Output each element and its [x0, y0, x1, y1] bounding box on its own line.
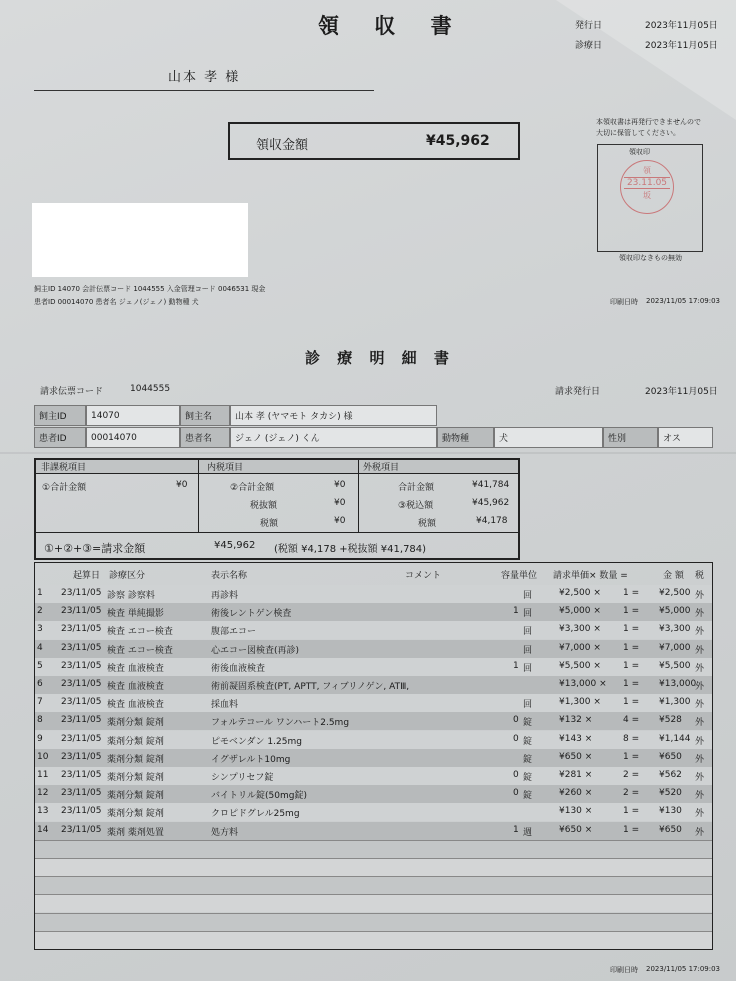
owner-id-value: 14070 — [86, 405, 180, 426]
table-cell-name: フォルテコール ワンハート2.5mg — [211, 718, 350, 729]
invoice-date-value: 2023年11月05日 — [645, 387, 718, 397]
table-cell-category: 診察 診察料 — [107, 591, 155, 601]
extax-total-label: 合計金額 — [398, 483, 435, 493]
table-cell-amount: ¥5,000 — [659, 606, 691, 617]
amount-label: 領収金額 — [256, 138, 309, 153]
table-row — [35, 749, 712, 767]
table-cell-tax: 外 — [695, 809, 705, 820]
table-cell-unit: 回 — [523, 663, 533, 674]
table-cell-name: イグザレルト10mg — [211, 754, 291, 765]
table-cell-count: 1 = — [623, 642, 640, 653]
table-row — [35, 694, 712, 712]
ids-line-2: 患者ID 00014070 患者名 ジェノ(ジェノ) 動物種 犬 — [34, 298, 199, 306]
tax-divider-h — [36, 532, 518, 533]
table-cell-date: 23/11/05 — [61, 642, 102, 653]
species-label: 動物種 — [437, 427, 494, 448]
table-cell-no: 8 — [37, 715, 43, 726]
intax-pretax-label: 税抜額 — [250, 501, 278, 511]
print-datetime-bottom: 2023/11/05 17:09:03 — [646, 965, 721, 973]
table-cell-unit: 回 — [523, 627, 533, 638]
table-cell-count: 4 = — [623, 715, 640, 726]
table-cell-price: ¥650 × — [559, 824, 593, 835]
table-cell-name: 再診料 — [211, 591, 239, 601]
table-cell-date: 23/11/05 — [61, 697, 102, 708]
nontax-total-label: ①合計金額 — [42, 483, 87, 493]
tax-divider-2 — [358, 460, 359, 532]
table-cell-count: 1 = — [623, 824, 640, 835]
col-amount: 金 額 — [663, 571, 684, 581]
col-category: 診療区分 — [109, 571, 146, 581]
table-cell-date: 23/11/05 — [61, 606, 102, 617]
intax-total-value: ¥0 — [334, 480, 346, 490]
table-cell-amount: ¥1,144 — [659, 733, 691, 744]
table-cell-category: 薬剤分類 錠剤 — [107, 718, 164, 729]
table-cell-tax: 外 — [695, 591, 705, 601]
table-cell-no: 1 — [37, 588, 43, 598]
invoice-date-label: 請求発行日 — [555, 387, 601, 397]
issue-date-label: 発行日 — [575, 21, 603, 31]
invoice-code-label: 請求伝票コード — [40, 387, 104, 397]
extax-total-value: ¥41,784 — [472, 480, 510, 490]
table-cell-unit: 回 — [523, 700, 533, 711]
table-cell-tax: 外 — [695, 645, 705, 656]
table-cell-category: 薬剤 薬剤処置 — [107, 827, 164, 838]
amount-box — [228, 122, 520, 160]
table-cell-qty: 0 — [513, 770, 519, 780]
table-cell-count: 2 = — [623, 788, 640, 799]
table-cell-no: 13 — [37, 806, 49, 817]
table-cell-price: ¥132 × — [559, 715, 593, 726]
table-cell-unit: 週 — [523, 827, 533, 838]
summary-tax-breakdown: (税額 ¥4,178 +税抜額 ¥41,784) — [274, 544, 427, 555]
empty-row — [35, 876, 712, 894]
table-cell-no: 5 — [37, 660, 43, 671]
table-cell-price: ¥5,000 × — [559, 606, 601, 617]
table-row — [35, 585, 712, 603]
owner-name-label: 飼主名 — [180, 405, 230, 426]
issue-date-value: 2023年11月05日 — [645, 21, 718, 31]
table-cell-name: 採血料 — [211, 700, 239, 711]
table-row — [35, 676, 712, 694]
statement-title: 診 療 明 細 書 — [305, 349, 455, 367]
table-row — [35, 785, 712, 803]
table-cell-no: 9 — [37, 733, 43, 744]
nontax-header: 非課税項目 — [36, 460, 202, 474]
table-cell-tax: 外 — [695, 773, 705, 783]
empty-row — [35, 894, 712, 912]
table-cell-date: 23/11/05 — [61, 733, 102, 744]
sex-label: 性別 — [603, 427, 658, 448]
table-cell-price: ¥7,000 × — [559, 642, 601, 653]
col-price-qty: 請求単価× 数量 = — [553, 571, 628, 581]
table-cell-amount: ¥3,300 — [659, 624, 691, 635]
table-cell-amount: ¥650 — [659, 824, 682, 835]
table-row — [35, 731, 712, 749]
table-cell-amount: ¥650 — [659, 751, 682, 762]
table-cell-unit: 回 — [523, 591, 533, 601]
print-datetime-top: 2023/11/05 17:09:03 — [646, 297, 721, 305]
patient-id-label: 患者ID — [34, 427, 86, 448]
table-cell-name: 術後血液検査 — [211, 663, 266, 674]
table-cell-unit: 錠 — [523, 736, 533, 747]
extax-header: 外税項目 — [358, 460, 518, 474]
print-label-bottom: 印刷日時 — [610, 966, 638, 974]
table-cell-name: 術前凝固系検査(PT, APTT, フィブリノゲン, ATⅢ, — [211, 682, 410, 692]
table-cell-name: 腹部エコー — [211, 627, 257, 638]
table-row — [35, 640, 712, 658]
table-cell-tax: 外 — [695, 609, 705, 620]
table-cell-date: 23/11/05 — [61, 715, 102, 726]
table-cell-name: バイトリル錠(50mg錠) — [211, 791, 307, 802]
table-cell-amount: ¥528 — [659, 715, 682, 726]
table-cell-no: 4 — [37, 642, 43, 653]
owner-name-value: 山本 孝 (ヤマモト タカシ) 様 — [230, 405, 437, 426]
table-cell-price: ¥281 × — [559, 770, 593, 780]
intax-header: 内税項目 — [202, 460, 358, 474]
extax-tax-label: 税額 — [418, 519, 437, 529]
table-cell-date: 23/11/05 — [61, 624, 102, 635]
empty-row — [35, 840, 712, 858]
table-cell-unit: 回 — [523, 609, 533, 620]
table-cell-category: 薬剤分類 錠剤 — [107, 754, 164, 765]
table-cell-price: ¥13,000 × — [559, 679, 607, 689]
table-cell-tax: 外 — [695, 736, 705, 747]
table-cell-tax: 外 — [695, 791, 705, 802]
empty-row — [35, 913, 712, 931]
table-cell-count: 1 = — [623, 606, 640, 617]
intax-tax-label: 税額 — [260, 519, 279, 529]
table-cell-no: 7 — [37, 697, 43, 708]
table-cell-category: 検査 エコー検査 — [107, 645, 173, 656]
empty-row — [35, 931, 712, 949]
table-cell-category: 薬剤分類 錠剤 — [107, 791, 164, 802]
patient-id-value: 00014070 — [86, 427, 180, 448]
col-tax: 税 — [695, 571, 705, 581]
table-cell-name: 術後レントゲン検査 — [211, 609, 292, 620]
table-cell-category: 検査 単純撮影 — [107, 609, 164, 620]
table-row — [35, 621, 712, 639]
table-cell-category: 薬剤分類 錠剤 — [107, 736, 164, 747]
intax-pretax-value: ¥0 — [334, 498, 346, 508]
table-cell-date: 23/11/05 — [61, 770, 102, 780]
table-cell-qty: 0 — [513, 788, 519, 799]
table-cell-price: ¥5,500 × — [559, 660, 601, 671]
table-cell-no: 14 — [37, 824, 49, 835]
table-cell-date: 23/11/05 — [61, 679, 102, 689]
table-row — [35, 712, 712, 730]
amount-value: ¥45,962 — [426, 133, 490, 149]
table-cell-count: 8 = — [623, 733, 640, 744]
table-cell-unit: 錠 — [523, 791, 533, 802]
col-name: 表示名称 — [211, 571, 248, 581]
table-cell-category: 検査 血液検査 — [107, 663, 164, 674]
table-cell-no: 12 — [37, 788, 49, 799]
col-date: 起算日 — [73, 571, 101, 581]
table-cell-count: 2 = — [623, 770, 640, 780]
table-cell-category: 薬剤分類 錠剤 — [107, 809, 164, 820]
customer-name: 山本 孝 様 — [168, 70, 241, 85]
table-cell-name: 心エコー図検査(再診) — [211, 645, 300, 656]
detail-table — [34, 562, 713, 950]
extax-incl-value: ¥45,962 — [472, 498, 510, 508]
notice-line-2: 大切に保管してください。 — [596, 129, 680, 137]
table-cell-name: ピモベンダン 1.25mg — [211, 736, 302, 747]
stamp-note: 領収印なきもの無効 — [619, 254, 682, 262]
intax-tax-value: ¥0 — [334, 516, 346, 526]
table-cell-qty: 0 — [513, 733, 519, 744]
table-cell-date: 23/11/05 — [61, 660, 102, 671]
table-cell-qty: 1 — [513, 660, 519, 671]
paper-fold-line — [0, 452, 736, 454]
table-cell-count: 1 = — [623, 660, 640, 671]
table-cell-no: 2 — [37, 606, 43, 617]
nontax-total-value: ¥0 — [176, 480, 188, 490]
patient-name-value: ジェノ (ジェノ) くん — [230, 427, 437, 448]
table-cell-price: ¥130 × — [559, 806, 593, 817]
tax-divider-1 — [198, 460, 199, 532]
table-cell-tax: 外 — [695, 627, 705, 638]
table-cell-amount: ¥520 — [659, 788, 682, 799]
table-cell-unit: 錠 — [523, 773, 533, 783]
visit-date-label: 診療日 — [575, 41, 603, 51]
table-cell-price: ¥2,500 × — [559, 588, 601, 598]
invoice-code-value: 1044555 — [130, 384, 171, 394]
table-cell-date: 23/11/05 — [61, 788, 102, 799]
table-cell-category: 検査 血液検査 — [107, 700, 164, 711]
stamp-box-label: 領収印 — [629, 148, 650, 156]
table-cell-price: ¥260 × — [559, 788, 593, 799]
empty-row — [35, 858, 712, 876]
table-cell-qty: 1 — [513, 824, 519, 835]
table-cell-price: ¥1,300 × — [559, 697, 601, 708]
table-cell-amount: ¥5,500 — [659, 660, 691, 671]
table-cell-count: 1 = — [623, 697, 640, 708]
table-cell-price: ¥143 × — [559, 733, 593, 744]
table-cell-date: 23/11/05 — [61, 824, 102, 835]
table-cell-unit: 錠 — [523, 754, 533, 765]
species-value: 犬 — [494, 427, 603, 448]
table-cell-price: ¥3,300 × — [559, 624, 601, 635]
table-cell-tax: 外 — [695, 682, 705, 692]
table-cell-name: 処方料 — [211, 827, 239, 838]
table-cell-amount: ¥13,000 — [659, 679, 697, 689]
table-cell-count: 1 = — [623, 806, 640, 817]
sex-value: オス — [658, 427, 713, 448]
stamp-date: 23.11.05 — [624, 177, 670, 189]
table-cell-count: 1 = — [623, 679, 640, 689]
redacted-area — [32, 203, 248, 277]
print-label-top: 印刷日時 — [610, 298, 638, 306]
table-cell-unit: 錠 — [523, 718, 533, 729]
table-cell-tax: 外 — [695, 718, 705, 729]
table-cell-no: 10 — [37, 751, 49, 762]
table-cell-no: 3 — [37, 624, 43, 635]
tax-summary-box — [34, 458, 520, 560]
table-cell-category: 薬剤分類 錠剤 — [107, 773, 164, 783]
table-cell-unit: 回 — [523, 645, 533, 656]
receipt-stamp: 領 23.11.05 坂 — [620, 160, 674, 214]
notice-line-1: 本領収書は再発行できませんので — [596, 118, 701, 126]
ids-line-1: 飼主ID 14070 会計伝票コード 1044555 入金管理コード 0046531 現金 — [34, 285, 266, 293]
table-cell-amount: ¥130 — [659, 806, 682, 817]
table-cell-category: 検査 エコー検査 — [107, 627, 173, 638]
summary-amount: ¥45,962 — [214, 540, 256, 551]
table-cell-date: 23/11/05 — [61, 806, 102, 817]
extax-tax-value: ¥4,178 — [476, 516, 508, 526]
table-cell-no: 11 — [37, 770, 49, 780]
col-comment: コメント — [405, 571, 442, 581]
patient-name-label: 患者名 — [180, 427, 230, 448]
table-cell-no: 6 — [37, 679, 43, 689]
table-cell-qty: 0 — [513, 715, 519, 726]
table-row — [35, 767, 712, 785]
table-cell-tax: 外 — [695, 754, 705, 765]
table-cell-price: ¥650 × — [559, 751, 593, 762]
table-row — [35, 658, 712, 676]
receipt-title: 領 収 書 — [318, 14, 466, 38]
visit-date-value: 2023年11月05日 — [645, 41, 718, 51]
table-cell-count: 1 = — [623, 624, 640, 635]
summary-label: ①+②+③=請求金額 — [44, 542, 146, 555]
table-cell-amount: ¥562 — [659, 770, 682, 780]
table-cell-tax: 外 — [695, 827, 705, 838]
table-cell-amount: ¥1,300 — [659, 697, 691, 708]
owner-id-label: 飼主ID — [34, 405, 86, 426]
table-cell-count: 1 = — [623, 751, 640, 762]
table-cell-date: 23/11/05 — [61, 588, 102, 598]
col-unit: 容量単位 — [501, 571, 538, 581]
table-row — [35, 603, 712, 621]
table-cell-amount: ¥7,000 — [659, 642, 691, 653]
table-cell-category: 検査 血液検査 — [107, 682, 164, 692]
extax-incl-label: ③税込額 — [398, 501, 434, 511]
table-cell-date: 23/11/05 — [61, 751, 102, 762]
table-cell-qty: 1 — [513, 606, 519, 617]
name-underline — [34, 90, 374, 91]
table-cell-tax: 外 — [695, 663, 705, 674]
table-header — [35, 563, 712, 586]
table-cell-name: シンプリセフ錠 — [211, 773, 274, 783]
table-cell-tax: 外 — [695, 700, 705, 711]
table-cell-amount: ¥2,500 — [659, 588, 691, 598]
table-cell-name: クロピドグレル25mg — [211, 809, 300, 820]
table-row — [35, 822, 712, 840]
table-row — [35, 803, 712, 821]
table-cell-count: 1 = — [623, 588, 640, 598]
intax-total-label: ②合計金額 — [230, 483, 275, 493]
